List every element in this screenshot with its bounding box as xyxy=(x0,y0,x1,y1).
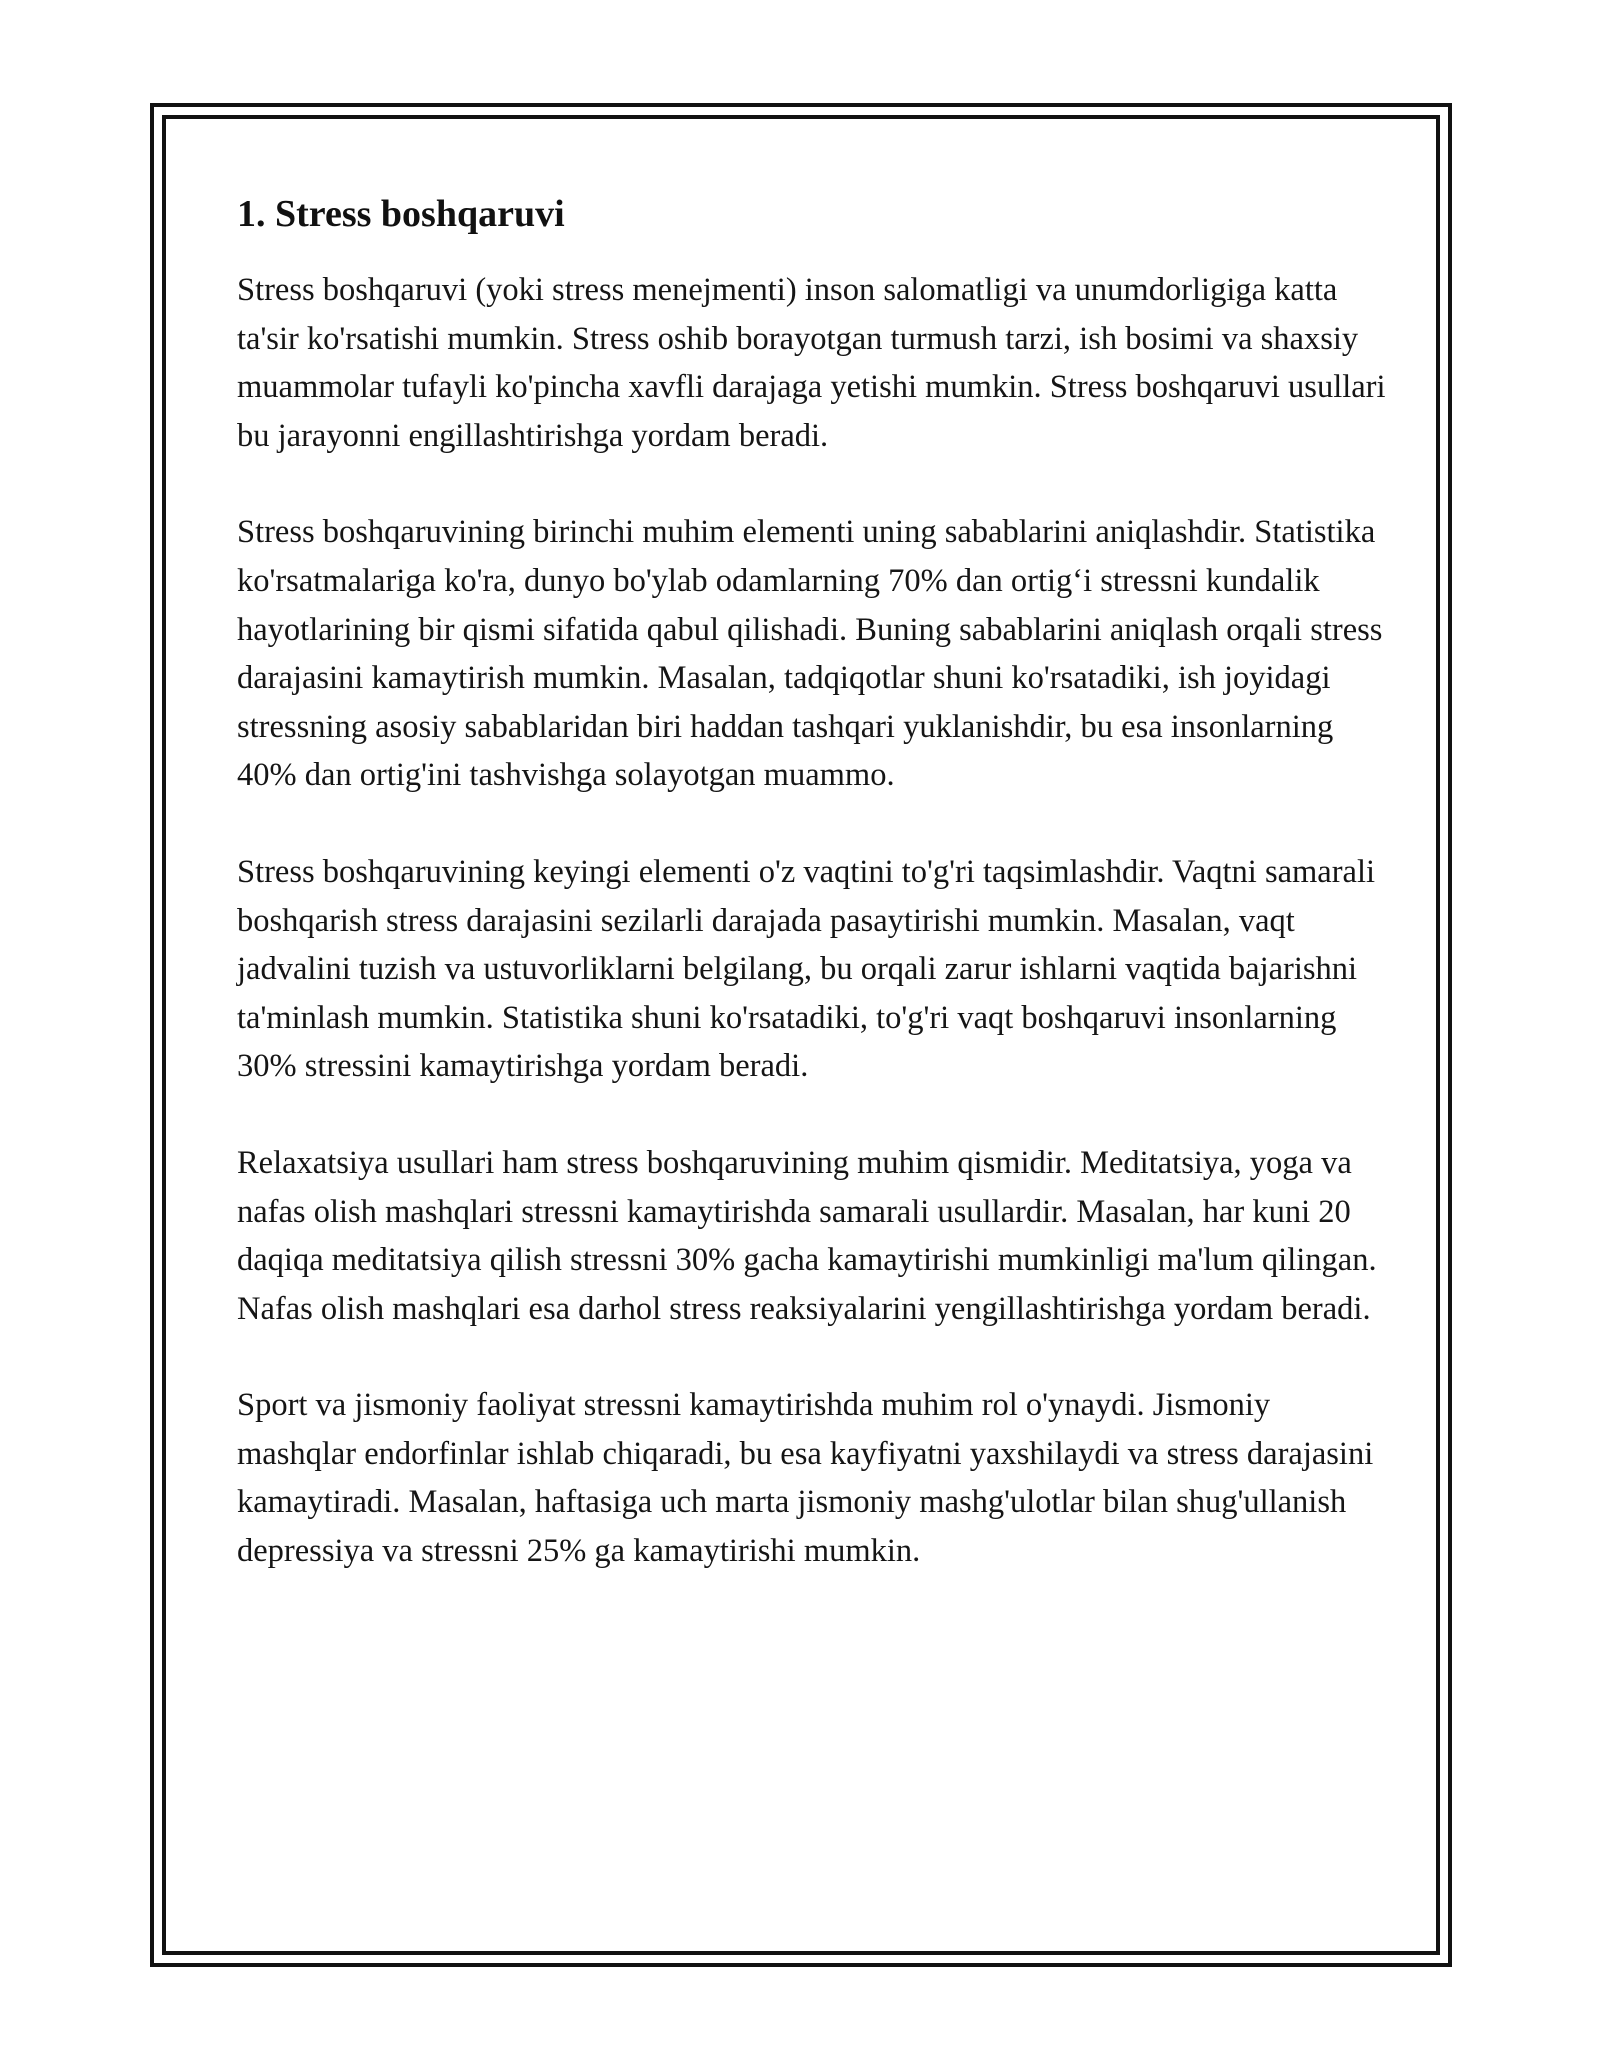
paragraph-time-management: Stress boshqaruvining keyingi elementi o'z vaqtini to'g'ri taqsimlashdir. Vaqtni samarali boshqarish stress darajasini sezilarli darajada pasaytirishi mumkin. Masalan, vaqt jadvalini tuzish va ustuvorliklarni belgilang, bu orqali zarur ishlarni vaqtida bajarishni ta'minlash mumkin. Statistika shuni ko'rsatadiki, to'g'ri vaqt boshqaruvi insonlarning 30% stressini kamaytirishga yordam beradi. xyxy=(237,853,1376,1085)
paragraph-intro: Stress boshqaruvi (yoki stress menejmenti) inson salomatligi va unumdorligiga katta ta'sir ko'rsatishi mumkin. Stress oshib borayotgan turmush tarzi, ish bosimi va shaxsiy muammolar tufayli ko'pincha xavfli darajaga yetishi mumkin. Stress boshqaruvi usullari bu jarayonni engillashtirishga yordam beradi. xyxy=(237,272,1386,454)
paragraph-relaxation: Relaxatsiya usullari ham stress boshqaruvining muhim qismidir. Meditatsiya, yoga va nafas olish mashqlari stressni kamaytirishda samarali usullardir. Masalan, har kuni 20 daqiqa meditatsiya qilish stressni 30% gacha kamaytirishi mumkinligi ma'lum qilingan. Nafas olish mashqlari esa darhol stress reaksiyalarini yengillashtirishga yordam beradi. xyxy=(237,1144,1377,1327)
section-heading: 1. Stress boshqaruvi xyxy=(237,193,565,235)
paragraph-causes: Stress boshqaruvining birinchi muhim elementi uning sabablarini aniqlashdir. Statistika ko'rsatmalariga ko'ra, dunyo bo'ylab odamlarning 70% dan ortig‘i stressni kundalik hayotlarining bir qismi sifatida qabul qilishadi. Buning sabablarini aniqlash orqali stress darajasini kamaytirish mumkin. Masalan, tadqiqotlar shuni ko'rsatadiki, ish joyidagi stressning asosiy sabablaridan biri haddan tashqari yuklanishdir, bu esa insonlarning 40% dan ortig'ini tashvishga solayotgan muammo. xyxy=(237,514,1383,794)
document-content xyxy=(237,190,1387,1624)
paragraph-sport: Sport va jismoniy faoliyat stressni kamaytirishda muhim rol o'ynaydi. Jismoniy mashqlar endorfinlar ishlab chiqaradi, bu esa kayfiyatni yaxshilaydi va stress darajasini kamaytiradi. Masalan, haftasiga uch marta jismoniy mashg'ulotlar bilan shug'ullanish depressiya va stressni 25% ga kamaytirishi mumkin. xyxy=(237,1387,1374,1570)
